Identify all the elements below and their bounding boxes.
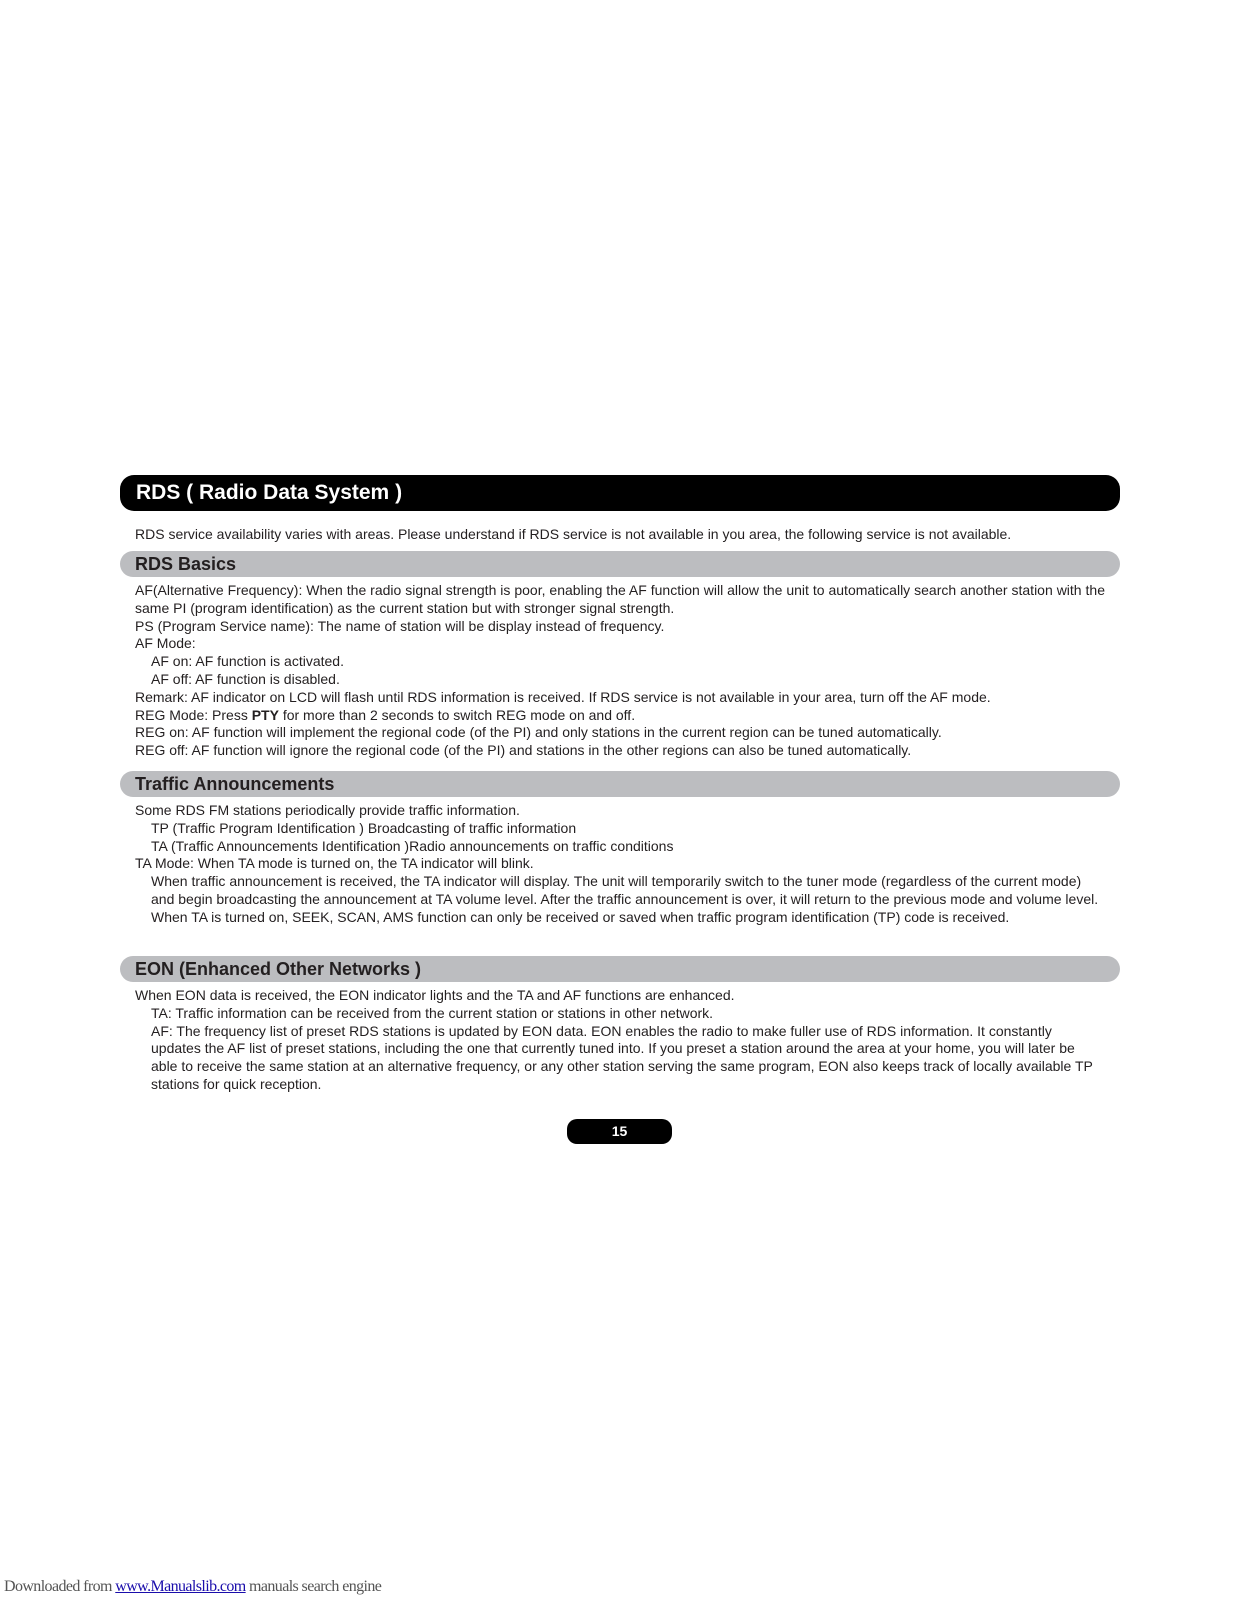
reg-mode-text — [135, 707, 1105, 725]
section-heading-traffic: Traffic Announcements — [120, 771, 1120, 797]
af-on-text: AF on: AF function is activated. — [151, 653, 344, 670]
traffic-intro: Some RDS FM stations periodically provide traffic information. — [135, 802, 520, 818]
pty-key-label: PTY — [251, 706, 279, 723]
ta-detail-text: When traffic announcement is received, the TA indicator will display. The unit will temporarily switch to the tuner mode (regardless of the current mode) and begin broadcasting the announcement at TA volume level. After the traffic announcement is over, it will return to the previous mode and volume level. When TA is turned on, SEEK, SCAN, AMS function can only be received or saved when traffic program identification (TP) code is received. — [151, 873, 1099, 925]
af-off-text: AF off: AF function is disabled. — [151, 670, 340, 687]
rds-basics-body — [135, 582, 1105, 760]
footer-suffix: manuals search engine — [245, 1578, 382, 1595]
reg-on-text: REG on: AF function will implement the regional code (of the PI) and only stations in the current region can be tuned automatically. — [135, 724, 942, 741]
af-mode-label: AF Mode: — [135, 635, 196, 652]
manualslib-link[interactable]: www.Manualslib.com — [115, 1578, 246, 1595]
page-number: 15 — [567, 1119, 672, 1144]
remark-text: Remark: AF indicator on LCD will flash until RDS information is received. If RDS service is not available in your area, turn off the AF mode. — [135, 688, 991, 705]
tp-text: TP (Traffic Program Identification ) Broadcasting of traffic information — [151, 819, 577, 836]
page-title: RDS ( Radio Data System ) — [120, 475, 1120, 511]
eon-ta-text: TA: Traffic information can be received from the current station or stations in other network. — [151, 1004, 714, 1021]
reg-mode-prefix: REG Mode: Press — [135, 706, 252, 723]
traffic-body — [135, 802, 1105, 927]
section-heading-rds-basics: RDS Basics — [120, 551, 1120, 577]
eon-af-text: AF: The frequency list of preset RDS stations is updated by EON data. EON enables the radio to make fuller use of RDS information. It constantly updates the AF list of preset stations, including the one that currently tuned into. If you preset a station around the area at your home, you will later be able to receive the same station at an alternative frequency, or any other station serving the same program, EON also keeps track of locally available TP stations for quick reception. — [151, 1022, 1093, 1092]
reg-off-text: REG off: AF function will ignore the regional code (of the PI) and stations in the other regions can also be tuned automatically. — [135, 742, 912, 759]
eon-body — [135, 987, 1105, 1094]
eon-intro: When EON data is received, the EON indicator lights and the TA and AF functions are enhanced. — [135, 987, 735, 1003]
ta-text: TA (Traffic Announcements Identification )Radio announcements on traffic conditions — [151, 837, 674, 854]
intro-text: RDS service availability varies with areas. Please understand if RDS service is not available in you area, the following service is not available. — [135, 526, 1012, 542]
af-description: AF(Alternative Frequency): When the radio signal strength is poor, enabling the AF function will allow the unit to automatically search another station with the same PI (program identification) as the current station but with stronger signal strength. — [135, 582, 1105, 616]
ta-mode-text: TA Mode: When TA mode is turned on, the TA indicator will blink. — [135, 855, 534, 872]
ps-description: PS (Program Service name): The name of station will be display instead of frequency. — [135, 617, 665, 634]
reg-mode-suffix: for more than 2 seconds to switch REG mode on and off. — [278, 706, 636, 723]
download-footer — [4, 1578, 381, 1596]
section-heading-eon: EON (Enhanced Other Networks ) — [120, 956, 1120, 982]
footer-prefix: Downloaded from — [4, 1578, 116, 1595]
